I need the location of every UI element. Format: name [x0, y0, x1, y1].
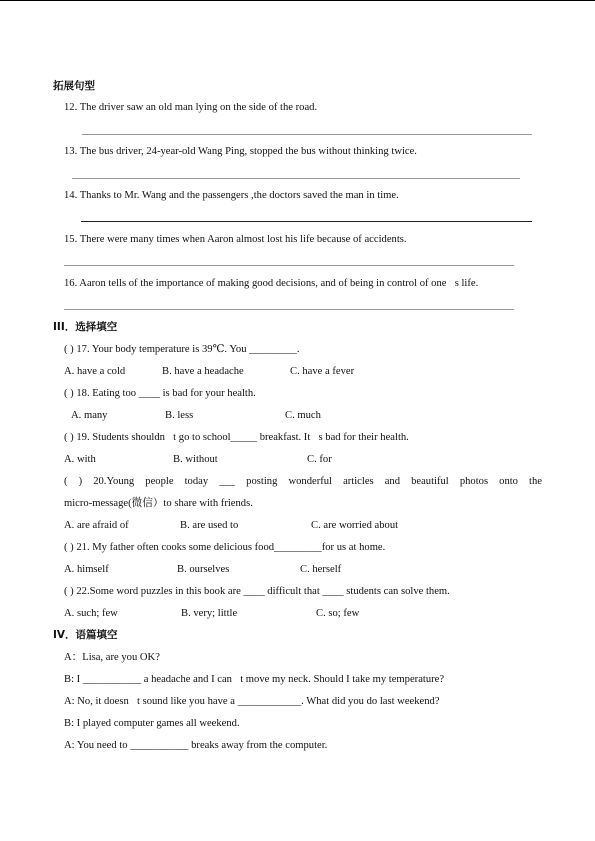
question-19-option-c: C. for — [307, 454, 332, 465]
question-20-option-a: A. are afraid of — [64, 520, 129, 531]
question-18-option-b: B. less — [165, 410, 194, 421]
question-21-option-b: B. ourselves — [177, 564, 230, 575]
answer-line-13 — [72, 178, 520, 179]
question-22-option-c: C. so; few — [316, 608, 360, 619]
question-22-option-a: A. such; few — [64, 608, 118, 619]
pattern-sentence-12: 12. The driver saw an old man lying on the side of the road. — [64, 102, 318, 113]
question-18-option-c: C. much — [285, 410, 321, 421]
pattern-sentence-15: 15. There were many times when Aaron almost lost his life because of accidents. — [64, 234, 407, 245]
question-21-option-c: C. herself — [300, 564, 342, 575]
answer-line-14 — [81, 221, 532, 222]
section-title-choice: III．选择填空 — [53, 321, 118, 333]
question-20-stem-line1: ( ) 20.Young people today ___ posting wonderful articles and beautiful photos onto the — [64, 476, 542, 487]
pattern-sentence-16: 16. Aaron tells of the importance of making good decisions, and of being in control of one s life. — [64, 278, 479, 289]
question-17-stem: ( ) 17. Your body temperature is 39℃. You _________. — [64, 344, 300, 355]
pattern-sentence-14: 14. Thanks to Mr. Wang and the passengers ,the doctors saved the man in time. — [64, 190, 399, 201]
question-17-option-b: B. have a headache — [162, 366, 244, 377]
question-17-option-c: C. have a fever — [290, 366, 355, 377]
question-21-stem: ( ) 21. My father often cooks some delicious food_________for us at home. — [64, 542, 386, 553]
question-21-option-a: A. himself — [64, 564, 109, 575]
question-20-option-b: B. are used to — [180, 520, 239, 531]
section-title-patterns: 拓展句型 — [53, 80, 95, 92]
question-22-stem: ( ) 22.Some word puzzles in this book are ____ difficult that ____ students can solve them. — [64, 586, 450, 597]
question-19-option-a: A. with — [64, 454, 96, 465]
section-title-cloze: IV．语篇填空 — [53, 629, 118, 641]
pattern-sentence-13: 13. The bus driver, 24-year-old Wang Ping, stopped the bus without thinking twice. — [64, 146, 417, 157]
dialogue-line-3: A: No, it doesn t sound like you have a ____________. What did you do last weekend? — [64, 696, 440, 707]
dialogue-line-2: B: I ___________ a headache and I can t move my neck. Should I take my temperature? — [64, 674, 445, 685]
question-20-stem-line2: micro-message(微信）to share with friends. — [64, 498, 253, 509]
page-top-border — [0, 0, 595, 1]
dialogue-line-4: B: I played computer games all weekend. — [64, 718, 240, 729]
answer-line-12 — [82, 134, 532, 135]
question-18-stem: ( ) 18. Eating too ____ is bad for your health. — [64, 388, 256, 399]
question-20-option-c: C. are worried about — [311, 520, 399, 531]
answer-line-16 — [64, 309, 514, 310]
question-19-option-b: B. without — [173, 454, 218, 465]
dialogue-line-5: A: You need to ___________ breaks away from the computer. — [64, 740, 328, 751]
answer-line-15 — [64, 265, 514, 266]
question-18-option-a: A. many — [71, 410, 108, 421]
question-19-stem: ( ) 19. Students shouldn t go to school_____ breakfast. It s bad for their health. — [64, 432, 409, 443]
question-22-option-b: B. very; little — [181, 608, 238, 619]
question-17-option-a: A. have a cold — [64, 366, 126, 377]
dialogue-line-1: A：Lisa, are you OK? — [64, 652, 160, 663]
